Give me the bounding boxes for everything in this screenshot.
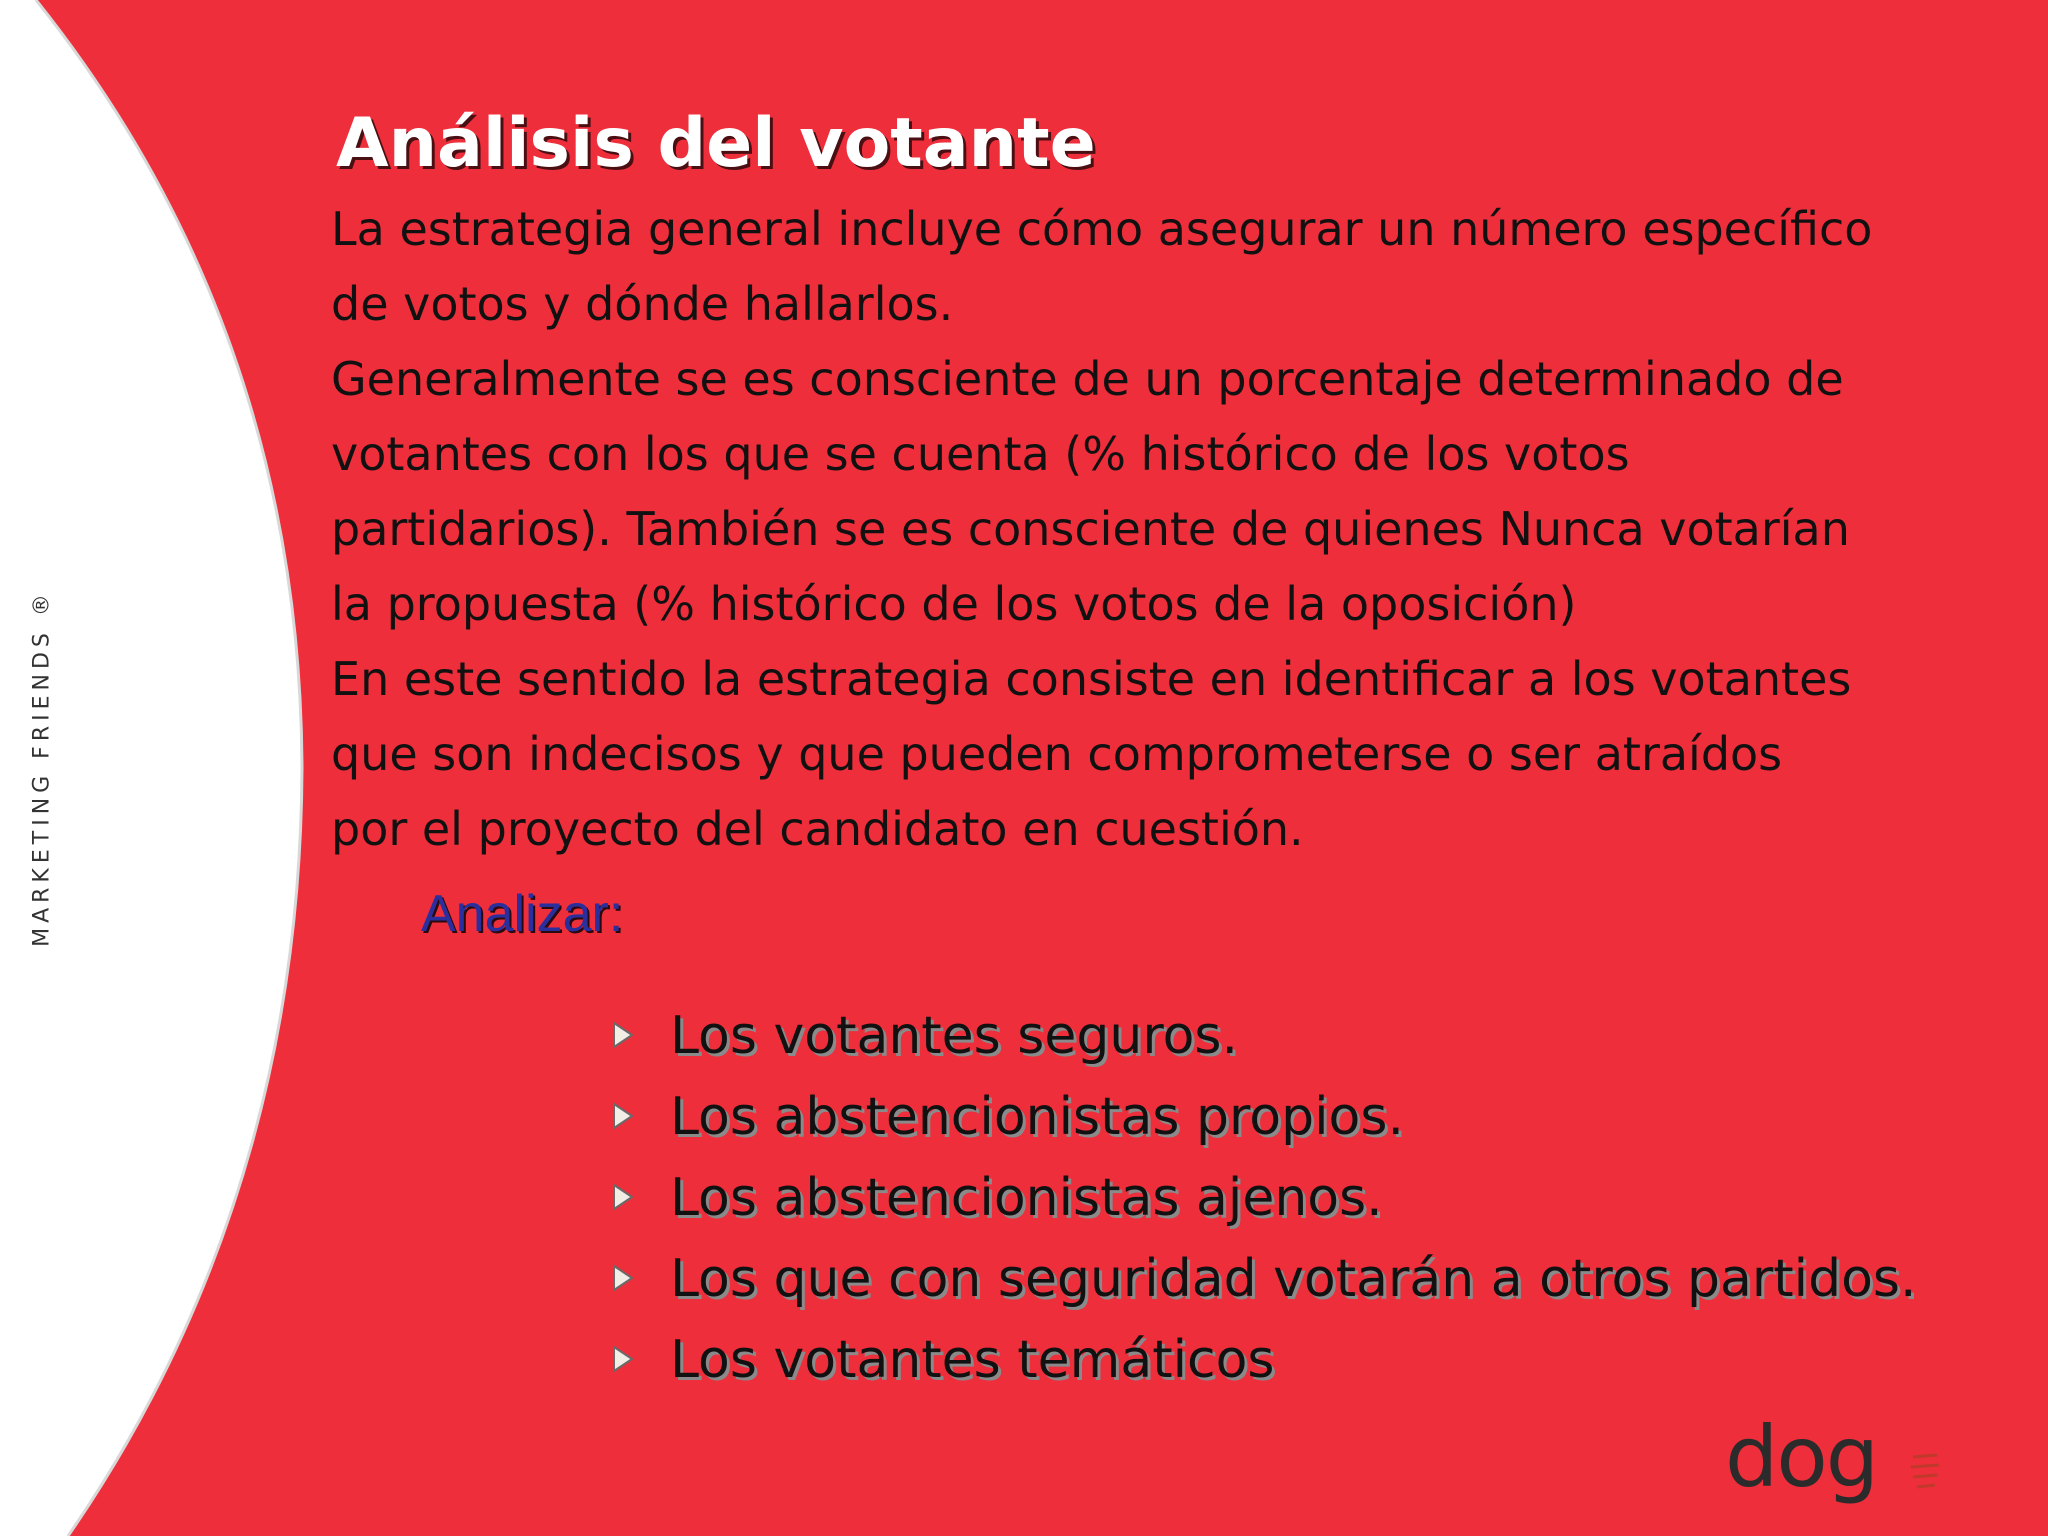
bullet-item bbox=[610, 996, 1917, 1077]
bullet-text: Los abstencionistas ajenos. bbox=[670, 1168, 1383, 1228]
triangle-bullet-icon bbox=[612, 1102, 634, 1130]
analizar-heading: Analizar: bbox=[421, 885, 624, 943]
body-line: Generalmente se es consciente de un porcentaje determinado de bbox=[331, 352, 1844, 406]
body-line: La estrategia general incluye cómo asegurar un número específico bbox=[331, 202, 1873, 256]
body-paragraph bbox=[331, 192, 2031, 867]
bullet-text: Los votantes seguros. bbox=[670, 1006, 1239, 1066]
logo-wordmark: dog bbox=[1725, 1408, 1878, 1506]
body-line: partidarios). También se es consciente de quienes Nunca votarían bbox=[331, 502, 1850, 556]
bullet-text: Los votantes temáticos bbox=[670, 1330, 1275, 1390]
bullet-item bbox=[610, 1320, 1917, 1401]
slide-title: Análisis del votante bbox=[336, 104, 1096, 183]
bullet-list bbox=[610, 996, 1917, 1401]
bullet-item bbox=[610, 1158, 1917, 1239]
triangle-bullet-icon bbox=[612, 1183, 634, 1211]
vertical-brand-label: MARKETING FRIENDS ® bbox=[29, 589, 55, 947]
body-line: En este sentido la estrategia consiste en identificar a los votantes bbox=[331, 652, 1852, 706]
triangle-bullet-icon bbox=[612, 1264, 634, 1292]
body-line: de votos y dónde hallarlos. bbox=[331, 277, 954, 331]
bullet-text: Los abstencionistas propios. bbox=[670, 1087, 1404, 1147]
bullet-item bbox=[610, 1239, 1917, 1320]
bullet-text: Los que con seguridad votarán a otros partidos. bbox=[670, 1249, 1917, 1309]
bullet-item bbox=[610, 1077, 1917, 1158]
body-line: la propuesta (% histórico de los votos de la oposición) bbox=[331, 577, 1577, 631]
triangle-bullet-icon bbox=[612, 1345, 634, 1373]
body-line: que son indecisos y que pueden comprometerse o ser atraídos bbox=[331, 727, 1783, 781]
body-line: por el proyecto del candidato en cuestión. bbox=[331, 802, 1304, 856]
dog-logo bbox=[1725, 1408, 1878, 1506]
logo-mark-icon bbox=[1907, 1451, 1943, 1495]
body-line: votantes con los que se cuenta (% histórico de los votos bbox=[331, 427, 1630, 481]
triangle-bullet-icon bbox=[612, 1021, 634, 1049]
